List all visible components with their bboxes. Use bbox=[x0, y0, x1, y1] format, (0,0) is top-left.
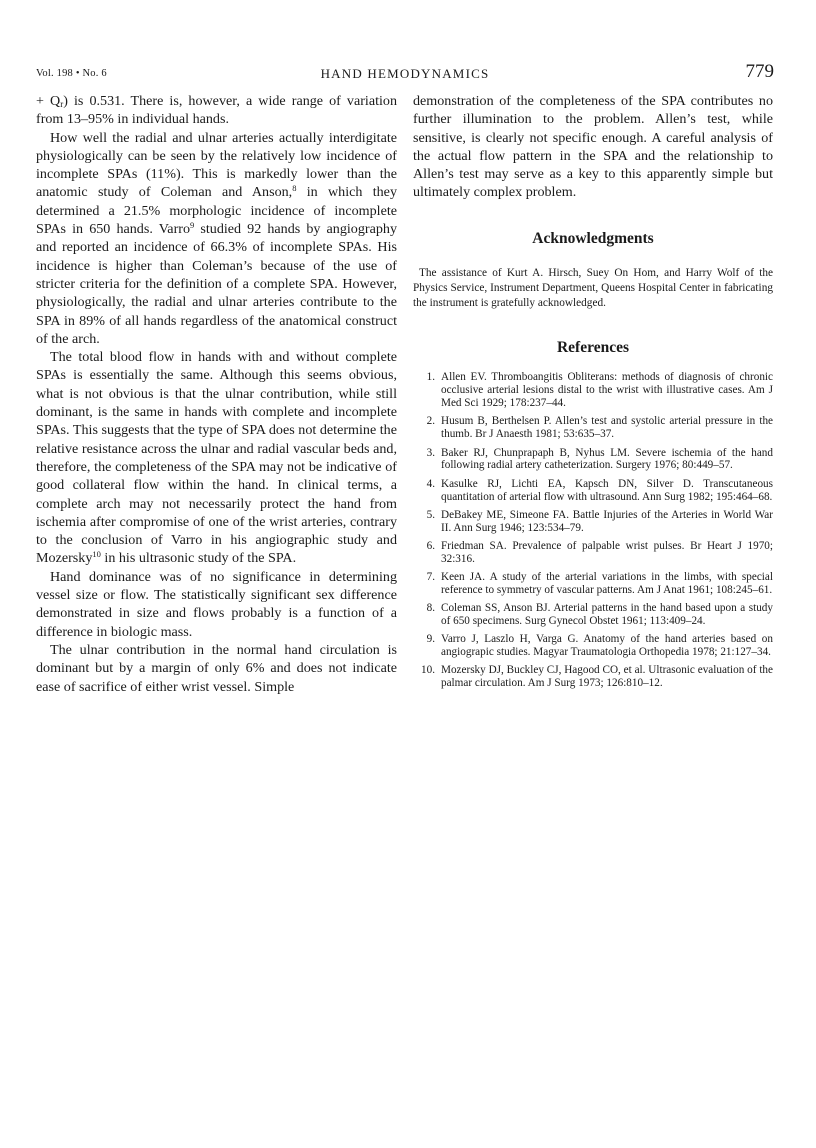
paragraph-text: How well the radial and ulnar arteries actually interdigitate physiologically can be seen by the relatively low incidence of incomplete SPAs (11%). This is markedly lower than the anatomic study of Coleman and Anson, bbox=[36, 129, 397, 201]
citation-superscript: 8 bbox=[292, 183, 297, 194]
reference-item bbox=[413, 478, 773, 504]
paragraph-continued bbox=[36, 92, 397, 129]
reference-text: Varro J, Laszlo H, Varga G. Anatomy of the hand arteries based on angiograpic studies. Magyar Traumatologia Orthopedia 1978; 21:127–34. bbox=[441, 633, 773, 659]
reference-item bbox=[413, 664, 773, 690]
citation-superscript: 9 bbox=[190, 220, 195, 231]
running-title: HAND HEMODYNAMICS bbox=[320, 66, 490, 81]
reference-number: 4. bbox=[426, 477, 435, 490]
reference-number: 8. bbox=[426, 602, 435, 615]
reference-text: Friedman SA. Prevalence of palpable wrist pulses. Br Heart J 1970; 32:316. bbox=[441, 539, 773, 565]
reference-text: Husum B, Berthelsen P. Allen’s test and systolic arterial pressure in the thumb. Br J Anaesth 1981; 53:635–37. bbox=[441, 415, 773, 441]
acknowledgments-text: The assistance of Kurt A. Hirsch, Suey On Hom, and Harry Wolf of the Physics Service, Instrument Department, Queens Hospital Center in fabricating the instrument is gratefully acknowledged. bbox=[413, 266, 773, 310]
reference-text: Coleman SS, Anson BJ. Arterial patterns in the hand based upon a study of 650 specimens. Surg Gynecol Obstet 1961; 113:409–24. bbox=[441, 602, 773, 627]
volume-issue: Vol. 198 • No. 6 bbox=[36, 68, 107, 79]
reference-item bbox=[413, 633, 773, 659]
paragraph-ulnar-contribution: The ulnar contribution in the normal hand circulation is dominant but by a margin of only 6% and does not indicate ease of sacrifice of either wrist vessel. Simple bbox=[36, 641, 397, 695]
paragraph-text: in which they determined a 21.5% morphologic incidence of incomplete SPAs in 650 hands. Varro bbox=[36, 184, 397, 238]
acknowledgments-heading: Acknowledgments bbox=[532, 229, 654, 247]
page-number: 779 bbox=[745, 61, 774, 82]
paragraph-text: studied 92 hands by angiography and reported an incidence of 66.3% of incomplete SPAs. His incidence is higher than Coleman’s because of the use of stricter criteria for the definition of a complete SPA. However, physiologically, the radial and ulnar arteries contribute to the SPA in 89% of all hands regardless of the anatomical construct of the arch. bbox=[36, 221, 397, 347]
formula-subscript: r bbox=[60, 99, 64, 109]
left-column bbox=[36, 92, 397, 696]
reference-list bbox=[413, 371, 773, 690]
citation-superscript: 10 bbox=[92, 549, 101, 560]
reference-number: 5. bbox=[426, 508, 435, 521]
page-header bbox=[36, 61, 774, 86]
reference-number: 2. bbox=[426, 415, 435, 428]
paragraph-text: in his ultrasonic study of the SPA. bbox=[100, 550, 297, 567]
reference-item bbox=[413, 371, 773, 410]
paragraph-text: The total blood flow in hands with and without complete SPAs is essentially the same. Although this seems obvious, what is not obvious is that the ulnar contribution, while still dominant, is the same in hands with complete and incomplete SPAs. This suggests that the type of SPA does not determine the relative resistance across the ulnar and radial vascular beds and, therefore, the completeness of the SPA may not be indicative of good collateral flow within the hand. In clinical terms, a complete arch may not necessarily protect the hand from ischemia after compromise of one of the wrist arteries, contrary to the conclusion of Varro in his angiographic study and Mozersky bbox=[36, 349, 397, 567]
paragraph-text: is 0.531. There is, however, a wide range of variation from 13–95% in individual hands. bbox=[36, 93, 398, 128]
formula-close: ) bbox=[63, 93, 68, 109]
reference-text: Mozersky DJ, Buckley CJ, Hagood CO, et al. Ultrasonic evaluation of the palmar circulation. Am J Surg 1973; 126:810–12. bbox=[441, 664, 773, 690]
reference-text: Keen JA. A study of the arterial variations in the limbs, with special reference to symmetry of vascular patterns. Am J Anat 1961; 108:245–61. bbox=[441, 570, 773, 596]
reference-text: DeBakey ME, Simeone FA. Battle Injuries of the Arteries in World War II. Ann Surg 1946; 123:534–79. bbox=[441, 508, 773, 534]
reference-number: 3. bbox=[426, 446, 435, 459]
paragraph-blood-flow bbox=[36, 348, 397, 568]
reference-text: Kasulke RJ, Lichti EA, Kapsch DN, Silver D. Transcutaneous quantitation of arterial flow with ultrasound. Ann Surg 1982; 195:464–68. bbox=[441, 477, 773, 503]
reference-text: Allen EV. Thromboangitis Obliterans: methods of diagnosis of chronic occlusive arterial lesions distal to the wrist with illustrative cases. Am J Med Sci 1929; 178:237–44. bbox=[441, 371, 773, 410]
references-heading: References bbox=[556, 339, 629, 357]
paragraph-hand-dominance: Hand dominance was of no significance in determining vessel size or flow. The statistically significant sex difference demonstrated in size and flows probably is a function of a difference in biologic mass. bbox=[36, 568, 397, 640]
paragraph-interdigitation bbox=[36, 129, 397, 349]
reference-number: 6. bbox=[426, 539, 435, 552]
formula-fragment: + Q bbox=[36, 93, 61, 109]
reference-number: 10. bbox=[421, 664, 435, 677]
reference-number: 1. bbox=[426, 371, 435, 384]
reference-item bbox=[413, 571, 773, 597]
reference-item bbox=[413, 540, 773, 566]
reference-item bbox=[413, 447, 773, 473]
reference-text: Baker RJ, Chunprapaph B, Nyhus LM. Severe ischemia of the hand following radial artery catheterization. Surgery 1976; 80:449–57. bbox=[441, 446, 773, 472]
reference-item bbox=[413, 509, 773, 535]
reference-number: 9. bbox=[426, 633, 435, 646]
reference-number: 7. bbox=[426, 570, 435, 583]
paragraph-conclusion: demonstration of the completeness of the SPA contributes no further illumination to the problem. Allen’s test, while sensitive, is clearly not specific enough. A careful analysis of the actual flow pattern in the SPA and the relationship to Allen’s test may serve as a key to this apparently simple but ultimately complex problem. bbox=[413, 93, 773, 201]
reference-item bbox=[413, 602, 773, 628]
reference-item bbox=[413, 415, 773, 441]
right-column bbox=[413, 92, 773, 695]
